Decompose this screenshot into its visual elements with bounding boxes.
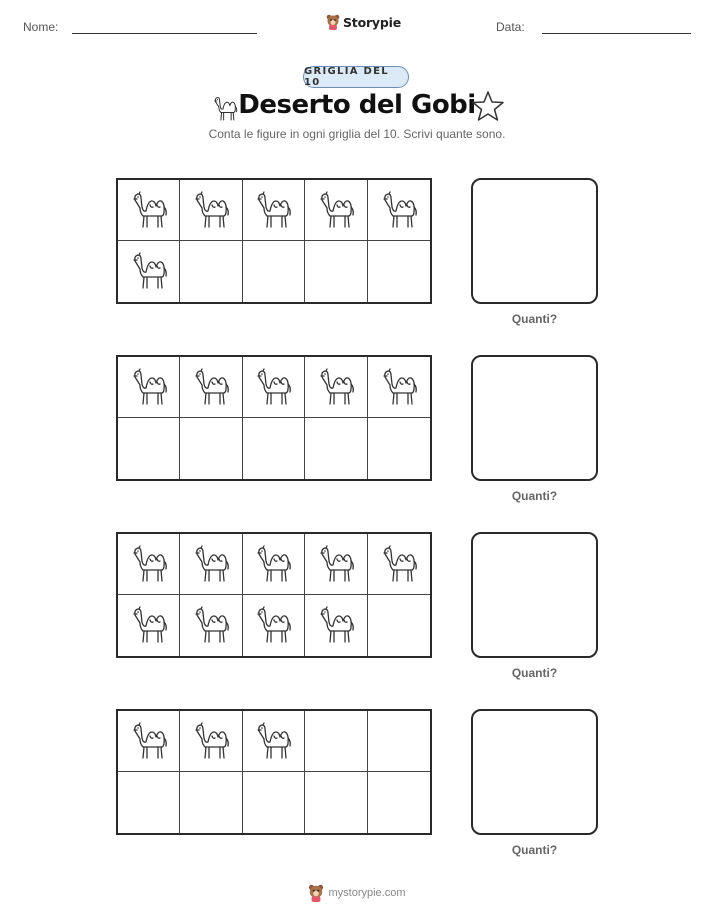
ten-frame-cell — [243, 418, 305, 479]
ten-frame-cell — [243, 772, 305, 833]
brand-name: Storypie — [343, 14, 401, 30]
camel-icon — [191, 186, 231, 235]
footer-url[interactable]: mystorypie.com — [328, 887, 406, 899]
ten-frame-cell — [118, 534, 180, 595]
instructions: Conta le figure in ogni griglia del 10. Scrivi quante sono. — [208, 127, 506, 141]
answer-label: Quanti? — [511, 312, 558, 326]
ten-frame-cell — [305, 534, 367, 595]
ten-frame-cell — [180, 595, 242, 656]
camel-icon — [253, 363, 293, 412]
camel-icon — [191, 717, 231, 766]
date-label: Data: — [496, 20, 525, 34]
camel-icon — [253, 601, 293, 650]
ten-frame-cell — [118, 357, 180, 418]
ten-frame — [116, 355, 432, 481]
camel-icon — [129, 717, 169, 766]
star-icon — [471, 90, 505, 127]
camel-icon — [191, 601, 231, 650]
camel-icon — [129, 363, 169, 412]
date-line[interactable] — [542, 33, 691, 34]
camel-icon — [191, 363, 231, 412]
footer — [0, 884, 714, 902]
ten-frame-cell — [305, 418, 367, 479]
ten-frame-cell — [118, 711, 180, 772]
ten-frame-cell — [368, 711, 430, 772]
ten-frame-cell — [180, 241, 242, 302]
ten-frame-cell — [305, 241, 367, 302]
ten-frame-cell — [118, 772, 180, 833]
ten-frame-cell — [118, 595, 180, 656]
worksheet-badge: GRIGLIA DEL 10 — [303, 66, 409, 88]
ten-frame-cell — [243, 534, 305, 595]
ten-frame-cell — [368, 534, 430, 595]
camel-icon — [379, 540, 419, 589]
camel-icon — [253, 717, 293, 766]
ten-frame-cell — [243, 595, 305, 656]
ten-frame-cell — [305, 595, 367, 656]
ten-frame-cell — [368, 180, 430, 241]
ten-frame-cell — [368, 595, 430, 656]
camel-icon — [379, 363, 419, 412]
answer-label: Quanti? — [511, 489, 558, 503]
camel-icon — [129, 247, 169, 296]
camel-icon — [191, 540, 231, 589]
answer-box[interactable] — [471, 532, 598, 658]
answer-box[interactable] — [471, 355, 598, 481]
ten-frame-cell — [368, 772, 430, 833]
ten-frame-cell — [118, 418, 180, 479]
answer-label: Quanti? — [511, 843, 558, 857]
answer-box[interactable] — [471, 709, 598, 835]
ten-frame-cell — [305, 180, 367, 241]
camel-icon — [316, 186, 356, 235]
ten-frame-cell — [118, 180, 180, 241]
ten-frame-cell — [243, 241, 305, 302]
camel-icon — [129, 601, 169, 650]
ten-frame-cell — [180, 418, 242, 479]
ten-frame-cell — [180, 357, 242, 418]
answer-label: Quanti? — [511, 666, 558, 680]
ten-frame-cell — [368, 418, 430, 479]
ten-frame-cell — [243, 180, 305, 241]
ten-frame-cell — [180, 711, 242, 772]
ten-frame-cell — [118, 241, 180, 302]
ten-frame-cell — [305, 357, 367, 418]
page-title: Deserto del Gobi — [238, 90, 476, 120]
camel-icon — [253, 540, 293, 589]
ten-frame — [116, 178, 432, 304]
camel-icon — [316, 601, 356, 650]
camel-icon — [129, 540, 169, 589]
camel-icon — [253, 186, 293, 235]
camel-icon — [129, 186, 169, 235]
ten-frame-cell — [243, 711, 305, 772]
name-label: Nome: — [23, 20, 59, 34]
ten-frame-cell — [243, 357, 305, 418]
bear-icon — [308, 884, 324, 902]
ten-frame-cell — [368, 357, 430, 418]
answer-box[interactable] — [471, 178, 598, 304]
ten-frame — [116, 709, 432, 835]
bear-icon — [326, 14, 340, 30]
camel-icon — [316, 363, 356, 412]
camel-icon — [316, 540, 356, 589]
ten-frame — [116, 532, 432, 658]
ten-frame-cell — [305, 711, 367, 772]
camel-icon — [379, 186, 419, 235]
ten-frame-cell — [368, 241, 430, 302]
name-line[interactable] — [72, 33, 257, 34]
ten-frame-cell — [180, 772, 242, 833]
storypie-logo — [326, 14, 401, 30]
ten-frame-cell — [180, 534, 242, 595]
ten-frame-cell — [180, 180, 242, 241]
ten-frame-cell — [305, 772, 367, 833]
